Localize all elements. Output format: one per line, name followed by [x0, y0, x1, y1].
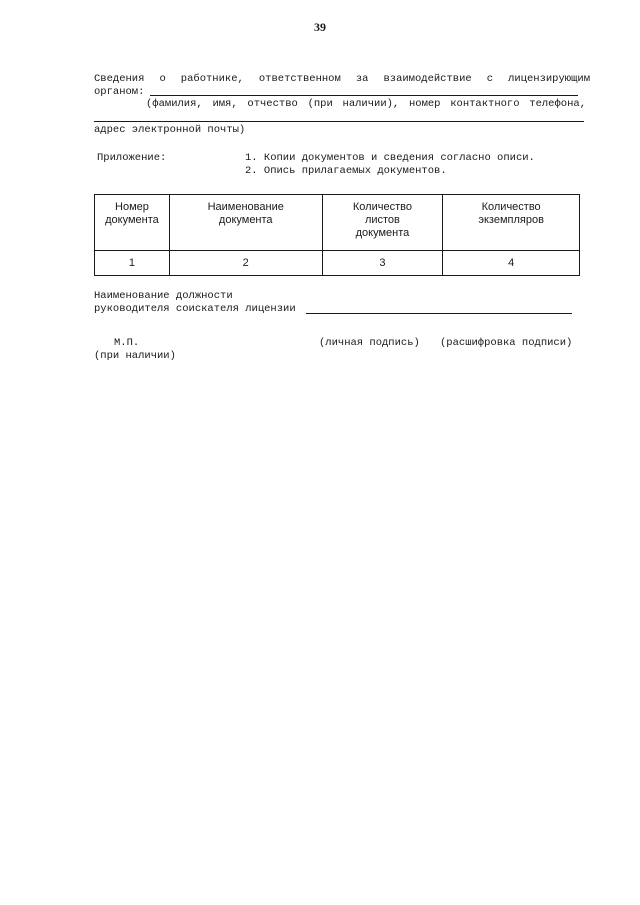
- position-label: Наименование должности: [94, 290, 233, 302]
- contact-person-label: Сведения о работнике, ответственном за взаимодействие с лицензирующим: [94, 73, 590, 85]
- table-cell: 3: [322, 251, 443, 276]
- attachment-item: 2. Опись прилагаемых документов.: [245, 165, 447, 177]
- signature-fill-line: [306, 313, 572, 314]
- header-document-number: Номер документа: [95, 195, 170, 251]
- attachments-list: [245, 152, 535, 178]
- contact-email-hint: адрес электронной почты): [94, 124, 246, 136]
- page-number: 39: [314, 20, 326, 34]
- header-sheet-count: Количество листов документа: [322, 195, 443, 251]
- documents-table: [94, 194, 580, 276]
- contact-person-label-cont: органом:: [94, 86, 145, 98]
- contact-person-fill-line: [150, 95, 578, 96]
- stamp-note: (при наличии): [94, 350, 176, 362]
- header-document-name: Наименование документа: [169, 195, 322, 251]
- signature-decoding-hint: (расшифровка подписи): [440, 337, 573, 349]
- stamp-label: М.П.: [114, 337, 140, 349]
- personal-signature-hint: (личная подпись): [319, 337, 420, 349]
- table-cell: 1: [95, 251, 170, 276]
- contact-person-hint: (фамилия, имя, отчество (при наличии), номер контактного телефона,: [146, 98, 586, 110]
- table-cell: 4: [443, 251, 580, 276]
- attachments-label: Приложение:: [97, 152, 167, 164]
- header-copy-count: Количество экземпляров: [443, 195, 580, 251]
- attachment-item: 1. Копии документов и сведения согласно описи.: [245, 152, 535, 164]
- contact-email-fill-line: [94, 121, 584, 122]
- table-header-row: [95, 195, 580, 251]
- table-row: [95, 251, 580, 276]
- table-cell: 2: [169, 251, 322, 276]
- position-label-cont: руководителя соискателя лицензии: [94, 303, 296, 315]
